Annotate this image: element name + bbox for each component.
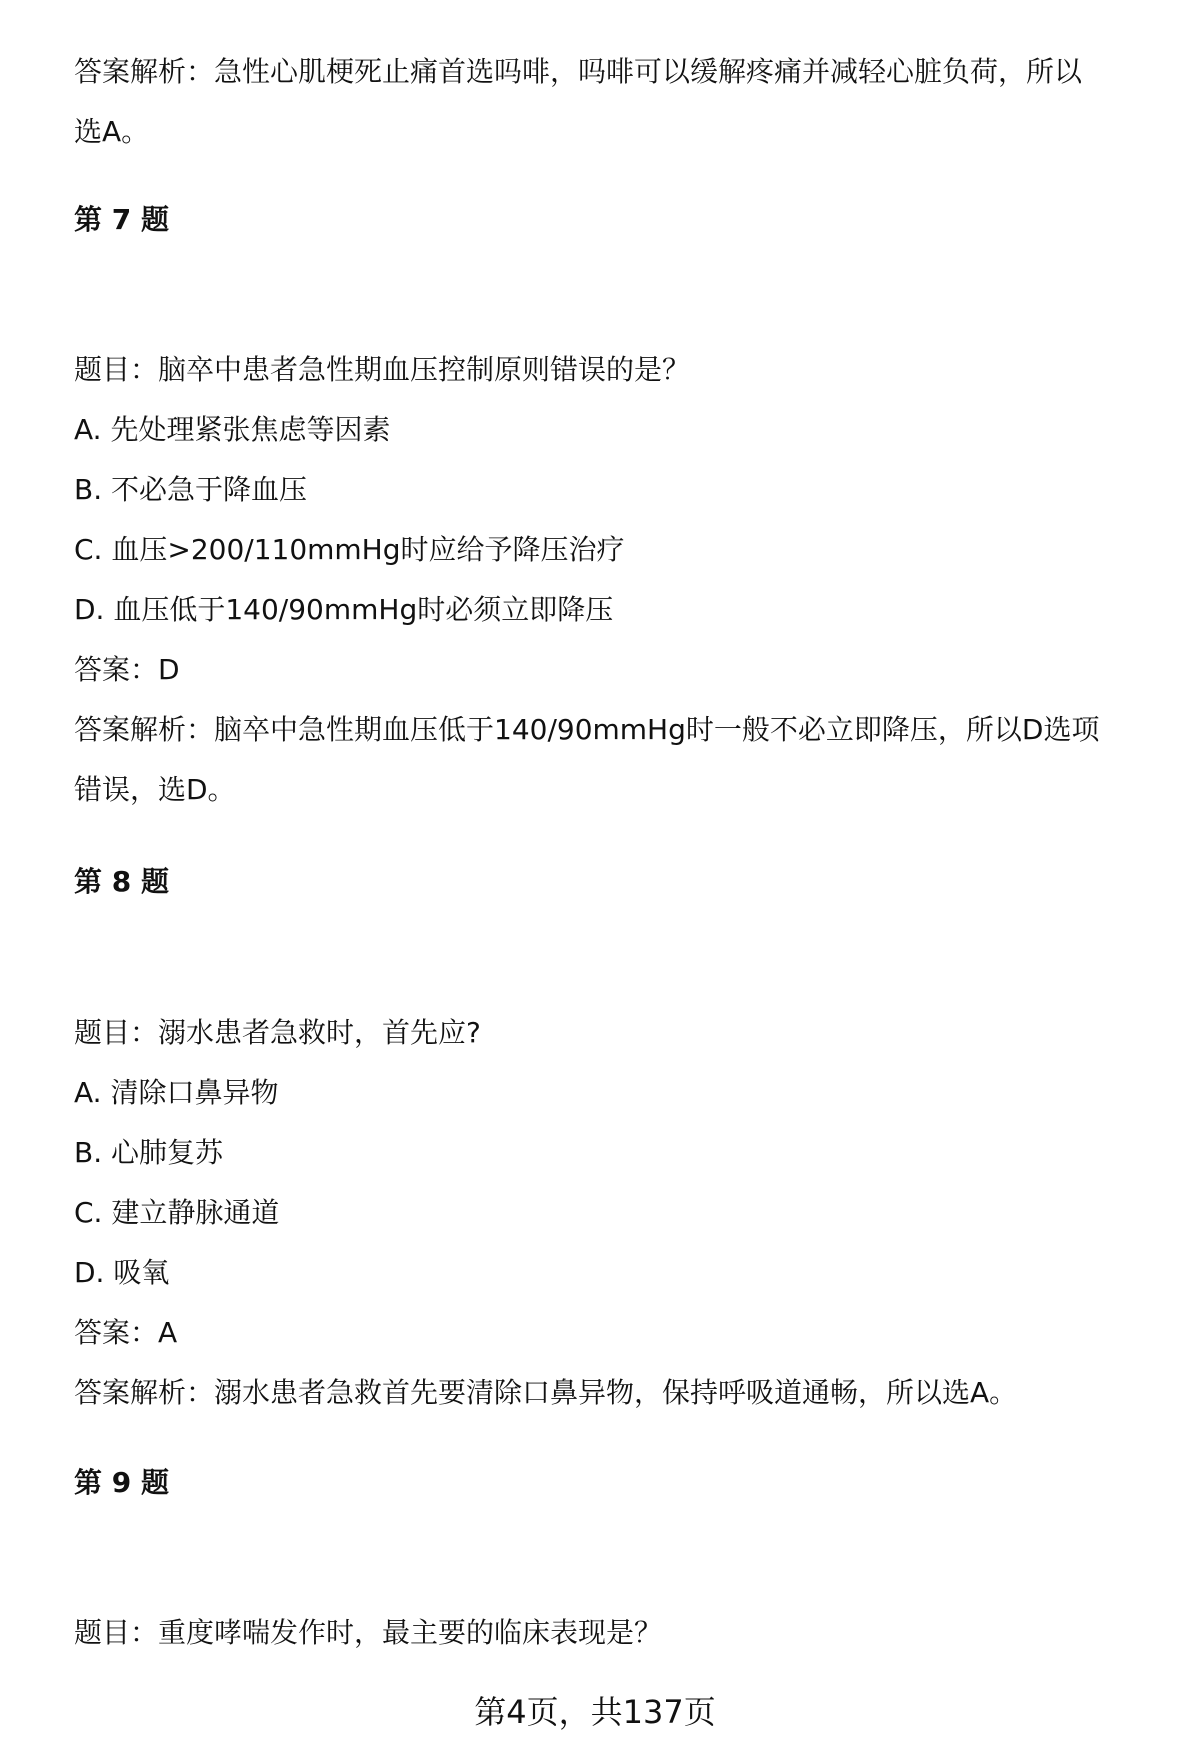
q8-explanation: 答案解析：溺水患者急救首先要清除口鼻异物，保持呼吸道通畅，所以选A。 xyxy=(74,1376,1018,1409)
q7-answer: 答案：D xyxy=(74,653,180,686)
q8-option-b: B. 心肺复苏 xyxy=(74,1136,224,1169)
question-9-heading: 第 9 题 xyxy=(74,1466,169,1499)
q9-question-text: 题目：重度哮喘发作时，最主要的临床表现是？ xyxy=(74,1616,663,1649)
q7-explanation-line-1: 答案解析：脑卒中急性期血压低于140/90mmHg时一般不必立即降压，所以D选项 xyxy=(74,713,1100,746)
q7-option-c: C. 血压>200/110mmHg时应给予降压治疗 xyxy=(74,533,625,566)
q7-question-text: 题目：脑卒中患者急性期血压控制原则错误的是？ xyxy=(74,353,691,386)
q8-option-c: C. 建立静脉通道 xyxy=(74,1196,280,1229)
question-7-heading: 第 7 题 xyxy=(74,203,169,236)
q8-question-text: 题目：溺水患者急救时，首先应? xyxy=(74,1016,481,1049)
page-number-footer: 第4页，共137页 xyxy=(474,1693,716,1731)
q6-explanation-line-1: 答案解析：急性心肌梗死止痛首选吗啡，吗啡可以缓解疼痛并减轻心脏负荷，所以 xyxy=(74,55,1083,88)
q7-option-d: D. 血压低于140/90mmHg时必须立即降压 xyxy=(74,593,614,626)
q8-option-a: A. 清除口鼻异物 xyxy=(74,1076,279,1109)
q8-answer: 答案：A xyxy=(74,1316,178,1349)
question-8-heading: 第 8 题 xyxy=(74,865,169,898)
q8-option-d: D. 吸氧 xyxy=(74,1256,170,1289)
q7-explanation-line-2: 错误，选D。 xyxy=(74,773,236,806)
q6-explanation-line-2: 选A。 xyxy=(74,115,150,148)
q7-option-a: A. 先处理紧张焦虑等因素 xyxy=(74,413,391,446)
q7-option-b: B. 不必急于降血压 xyxy=(74,473,308,506)
